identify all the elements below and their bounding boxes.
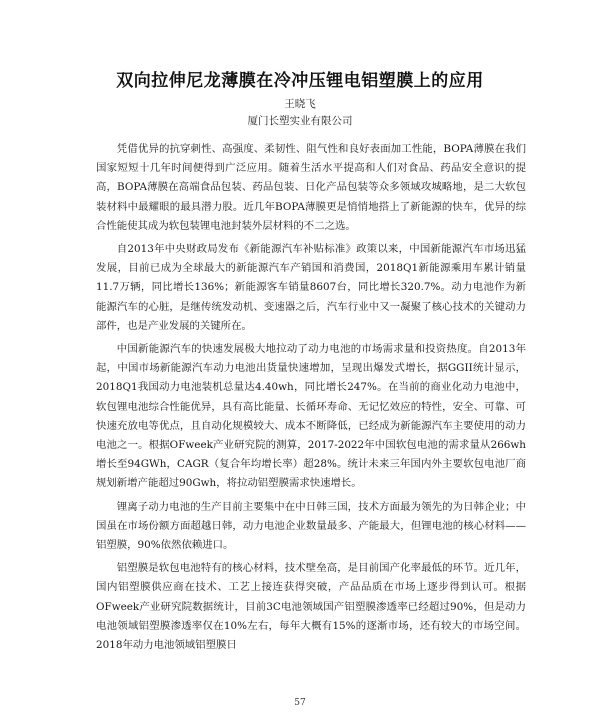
paragraph: 自2013年中央财政局发布《新能源汽车补贴标准》政策以来，中国新能源汽车市场迅猛发展，目前已成为全球最大的新能源汽车产销国和消费国，2018Q1新能源乘用车累计销量11.7万辆，同比增长136%；新能源客车销量8607台，同比增长320.7%。动力电池作为新能源汽车的心脏，是继传统发动机、变速器之后，汽车行业中又一凝聚了核心技术的关键动力部件，也是产业发展的关键所在。 xyxy=(96,243,526,332)
paragraph: 铝塑膜是软包电池特有的核心材料，技术壁垒高，是目前国产化率最低的环节。近几年，国内铝塑膜供应商在技术、工艺上接连获得突破，产品品质在市场上逐步得到认可。根据OFweek产业研究院数据统计，目前3C电池领域国产铝塑膜渗透率已经超过90%，但是动力电池领域铝塑膜渗透率仅在10%左右，每年大概有15%的逐渐市场，还有较大的市场空间。2018年动力电池领域铝塑膜日 xyxy=(96,562,526,652)
body-text xyxy=(96,140,526,659)
paragraph: 中国新能源汽车的快速发展极大地拉动了动力电池的市场需求量和投资热度。自2013年起，中国市场新能源汽车动力电池出货量快速增加，呈现出爆发式增长，据GGII统计显示，2018Q1我国动力电池装机总量达4.40wh，同比增长247%。在当前的商业化动力电池中，软包锂电池综合性能优异，具有高比能量、长循环寿命、无记忆效应的特性，安全、可靠、可快速充放电等优点，且自动化规模较大、成本不断降低，已经成为新能源汽车主要使用的动力电池之一。根据OFweek产业研究院的测算，2017-2022年中国软包电池的需求量从266wh增长至94GWh，CAGR（复合年均增长率）超28%。统计未来三年国内外主要软包电池厂商规划新增产能超过90Gwh，将拉动铝塑膜需求快速增长。 xyxy=(96,343,526,490)
author-name: 王晓飞 xyxy=(284,98,316,110)
author-affiliation: 厦门长塑实业有限公司 xyxy=(247,115,353,127)
page-number: 57 xyxy=(294,698,306,708)
paragraph: 凭借优异的抗穿刺性、高强度、柔韧性、阻气性和良好表面加工性能，BOPA薄膜在我们国家短短十几年时间便得到广泛应用。随着生活水平提高和人们对食品、药品安全意识的提高，BOPA薄膜在高端食品包装、药品包装、日化产品包装等众多领域攻城略地，是二大软包装材料中最耀眼的最具潜力股。近几年BOPA薄膜更是悄悄地搭上了新能源的快车，优异的综合性能使其成为软包装锂电池封装外层材料的不二之选。 xyxy=(96,143,526,232)
document-title: 双向拉伸尼龙薄膜在冷冲压锂电铝塑膜上的应用 xyxy=(116,71,484,91)
paragraph: 锂离子动力电池的生产目前主要集中在中日韩三国，技术方面最为领先的为日韩企业；中国虽在市场份额方面超越日韩，动力电池企业数量最多、产能最大，但锂电池的核心材料——铝塑膜，90%依然依赖进口。 xyxy=(96,500,526,552)
